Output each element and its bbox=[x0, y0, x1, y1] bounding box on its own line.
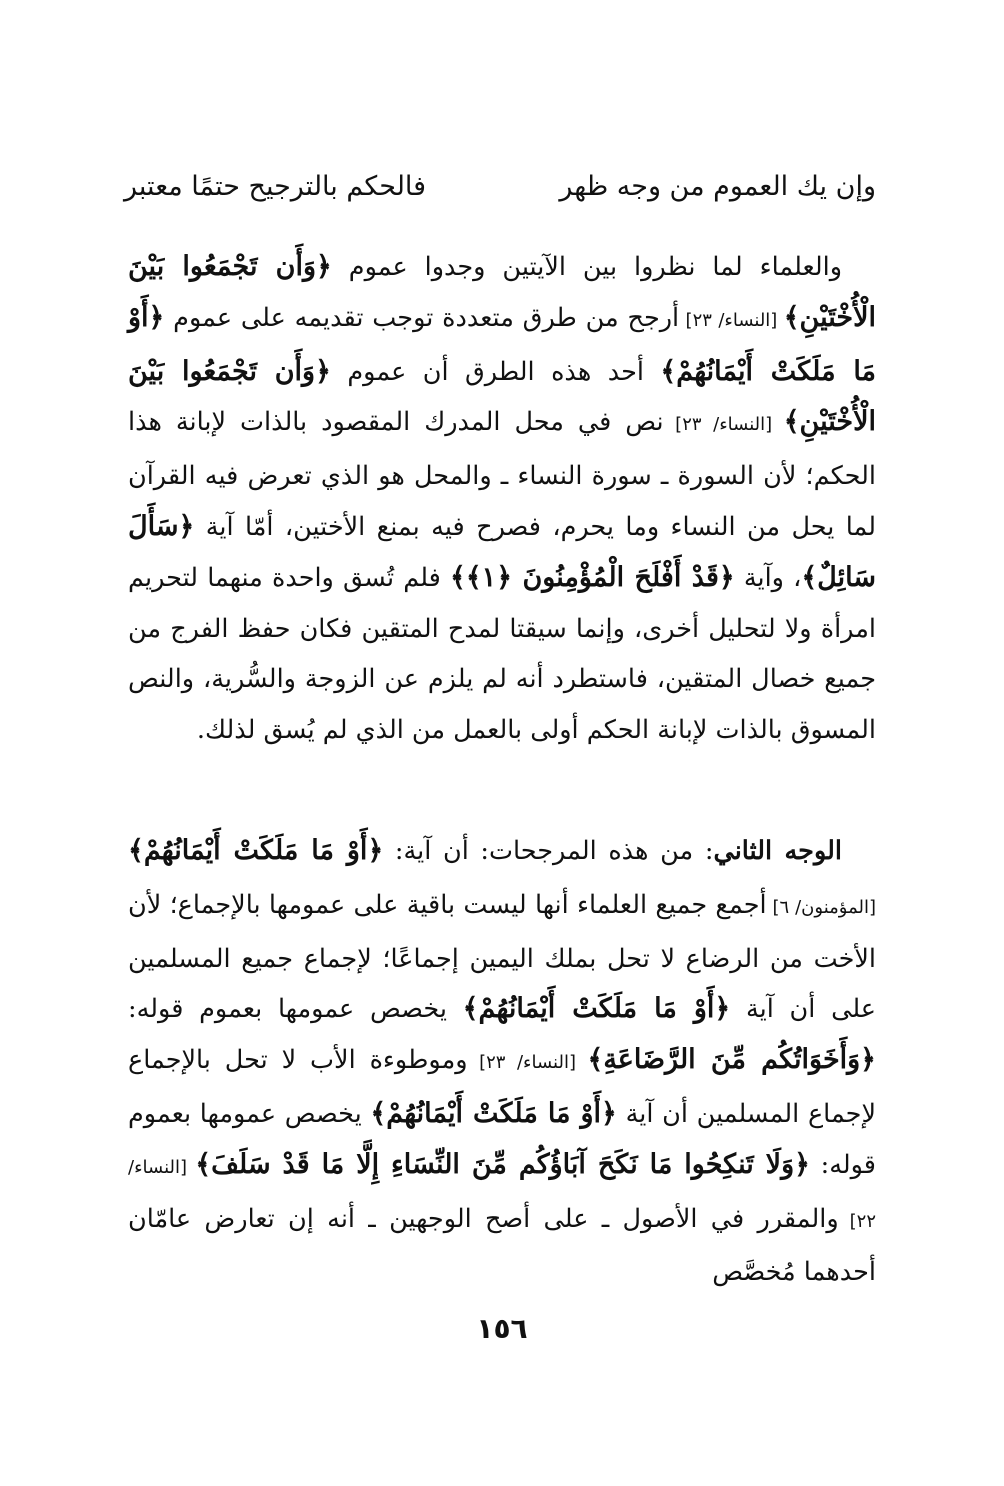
quran-quote: ﴿وَأَن تَجْمَعُوا بَيْنَ الْأُخْتَيْنِ﴾ bbox=[128, 251, 876, 333]
surah-reference: [النساء/ ٢٣] bbox=[467, 1052, 588, 1074]
text-segment: : من هذه المرجحات: أن آية: bbox=[383, 836, 714, 866]
quran-quote: ﴿وَأَن تَجْمَعُوا بَيْنَ الْأُخْتَيْنِ﴾ bbox=[128, 355, 876, 438]
text-segment: أجمع جميع العلماء أنها ليست باقية على عمومها بالإجماع؛ لأن الأخت من الرضاع لا تحل بملك اليمين إجماعًا؛ لإجماع جميع المسلمين على أن آية bbox=[128, 889, 876, 1025]
surah-reference: [النساء/ ٢٢] bbox=[128, 1156, 876, 1232]
quran-quote: ﴿أَوْ مَا مَلَكَتْ أَيْمَانُهُمْ﴾ bbox=[128, 301, 877, 387]
text-segment: نص في محل المدرك المقصود بالذات لإبانة هذا الحكم؛ لأن السورة ـ سورة النساء ـ والمحل هو الذي تعرض فيه القرآن لما يحل من النساء وما يحرم، فصرح فيه بمنع الأختين، أمّا آية bbox=[128, 407, 876, 542]
verse-right-hemistich: وإن يك العموم من وجه ظهر bbox=[559, 170, 876, 202]
quran-quote: ﴿أَوْ مَا مَلَكَتْ أَيْمَانُهُمْ﴾ bbox=[370, 1097, 617, 1129]
text-segment: أحد هذه الطرق أن عموم bbox=[330, 356, 661, 387]
text-segment: فلم تُسق واحدة منهما لتحريم امرأة ولا لتحليل أخرى، وإنما سيقتا لمدح المتقين فكان حفظ الفرج من جميع خصال المتقين، فاستطرد أنه لم يلزم عن الزوجة والسُّرية، والنص المسوق بالذات لإبانة الحكم أولى بالعمل من الذي لم يُسق لذلك. bbox=[128, 562, 876, 746]
quran-quote: ﴿أَوْ مَا مَلَكَتْ أَيْمَانُهُمْ﴾ bbox=[462, 993, 731, 1025]
text-segment: والمقرر في الأصول ـ على أصح الوجهين ـ أنه إن تعارض عامّان أحدهما مُخصَّص bbox=[128, 1203, 876, 1288]
text-segment: أرجح من طرق متعددة توجب تقديمه على عموم bbox=[164, 302, 680, 333]
surah-reference: [النساء/ ٢٣] bbox=[663, 414, 784, 436]
text-segment: يخصص عمومها بعموم قوله: bbox=[128, 994, 463, 1025]
surah-reference: [النساء/ ٢٣] bbox=[679, 309, 784, 331]
paragraph-second bbox=[128, 826, 876, 1298]
text-segment: ، وآية bbox=[734, 562, 802, 593]
quran-quote: ﴿أَوْ مَا مَلَكَتْ أَيْمَانُهُمْ﴾ bbox=[128, 835, 384, 866]
text-segment: والعلماء لما نظروا بين الآيتين وجدوا عموم bbox=[331, 252, 843, 282]
paragraph-first bbox=[128, 242, 876, 756]
quran-quote: ﴿وَأَخَوَاتُكُم مِّنَ الرَّضَاعَةِ﴾ bbox=[587, 1044, 876, 1076]
section-heading: الوجه الثاني bbox=[713, 836, 842, 866]
quran-quote: ﴿قَدْ أَفْلَحَ الْمُؤْمِنُونَ ﴿١﴾﴾ bbox=[450, 561, 735, 593]
verse-left-hemistich: فالحكم بالترجيح حتمًا معتبر bbox=[124, 170, 427, 202]
quran-quote: ﴿سَأَلَ سَائِلٌ﴾ bbox=[128, 510, 876, 593]
surah-reference: [المؤمنون/ ٦] bbox=[766, 896, 876, 918]
text-segment: وموطوءة الأب لا تحل بالإجماع لإجماع المسلمين أن آية bbox=[128, 1045, 876, 1129]
poetry-verse bbox=[124, 162, 876, 210]
page-number: ١٥٦ bbox=[476, 1312, 528, 1345]
quran-quote: ﴿وَلَا تَنكِحُوا مَا نَكَحَ آبَاؤُكُم مِّنَ النِّسَاءِ إِلَّا مَا قَدْ سَلَفَ﴾ bbox=[195, 1148, 810, 1180]
text-segment: يخصص عمومها بعموم قوله: bbox=[128, 1098, 876, 1180]
